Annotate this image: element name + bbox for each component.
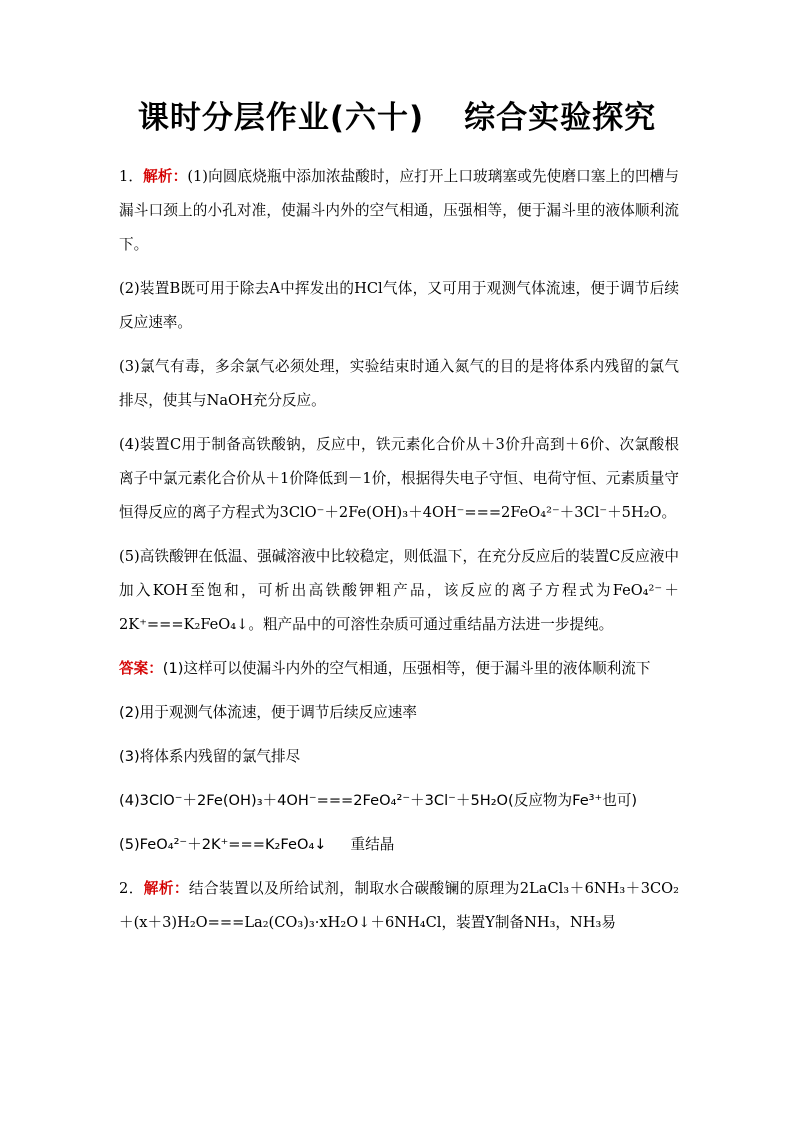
q1-p5-tail: 粗产品中的可溶性杂质可通过重结晶方法进一步提纯。 (262, 616, 614, 633)
q1-paragraph-4 (119, 428, 679, 530)
q1-answer-2 (119, 696, 679, 730)
q1-answer-3 (119, 740, 679, 774)
title-topic: 综合实验探究 (464, 100, 657, 136)
q1-paragraph-5 (119, 540, 679, 642)
q2-text: 结合装置以及所给试剂，制取水合碳酸镧的原理为2LaCl₃＋6NH₃＋3CO₂＋(x＋3)H₂O===La₂(CO₃)₃·xH₂O↓＋6NH₄Cl，装置Y制备NH₃，NH₃易 (119, 880, 679, 931)
q1-p5-equation: FeO₄²⁻＋2K⁺===K₂FeO₄↓。 (119, 582, 679, 633)
q1-analysis-label: 解析： (143, 168, 188, 185)
q1-answer-5 (119, 828, 679, 862)
question-1 (119, 160, 679, 950)
q1-p2-text: (2)装置B既可用于除去A中挥发出的HCl气体，又可用于观测气体流速，便于调节后续反应速率。 (119, 280, 679, 331)
q1-answer-4 (119, 784, 679, 818)
q1-answer-label: 答案： (119, 660, 163, 677)
q1-a1-text: (1)这样可以使漏斗内外的空气相通，压强相等，便于漏斗里的液体顺利流下 (162, 660, 651, 677)
q1-a2-text: (2)用于观测气体流速，便于调节后续反应速率 (119, 704, 417, 721)
q1-paragraph-2 (119, 272, 679, 340)
q1-a4-text: (4)3ClO⁻＋2Fe(OH)₃＋4OH⁻===2FeO₄²⁻＋3Cl⁻＋5H₂O(反应物为Fe³⁺也可) (119, 792, 638, 809)
page-title (0, 92, 794, 137)
q1-p3-text: (3)氯气有毒，多余氯气必须处理，实验结束时通入氮气的目的是将体系内残留的氯气排尽，使其与NaOH充分反应。 (119, 358, 679, 409)
q1-paragraph-3 (119, 350, 679, 418)
q2-number: 2． (119, 880, 144, 897)
q1-number: 1． (119, 168, 144, 185)
q2-analysis-label: 解析： (143, 880, 189, 897)
q1-answer-1 (119, 652, 679, 686)
q1-paragraph-1 (119, 160, 679, 262)
q2-paragraph (119, 872, 679, 940)
q1-p4-text: (4)装置C用于制备高铁酸钠，反应中，铁元素化合价从＋3价升高到＋6价、次氯酸根离子中氯元素化合价从＋1价降低到－1价，根据得失电子守恒、电荷守恒、元素质量守恒得反应的离子方程式为 (119, 436, 679, 521)
q1-a5-equation: (5)FeO₄²⁻＋2K⁺===K₂FeO₄↓ (119, 836, 327, 853)
q1-p4-equation: 3ClO⁻＋2Fe(OH)₃＋4OH⁻===2FeO₄²⁻＋3Cl⁻＋5H₂O。 (279, 504, 677, 521)
q1-a3-text: (3)将体系内残留的氯气排尽 (119, 748, 301, 765)
q1-p5-text: (5)高铁酸钾在低温、强碱溶液中比较稳定，则低温下，在充分反应后的装置C反应液中加入KOH至饱和，可析出高铁酸钾粗产品，该反应的离子方程式为 (119, 548, 679, 599)
title-main: 课时分层作业(六十) (137, 100, 425, 136)
q1-a5-method: 重结晶 (350, 836, 395, 853)
q1-p1-text: (1)向圆底烧瓶中添加浓盐酸时，应打开上口玻璃塞或先使磨口塞上的凹槽与漏斗口颈上的小孔对准，使漏斗内外的空气相通，压强相等，便于漏斗里的液体顺利流下。 (119, 168, 679, 253)
